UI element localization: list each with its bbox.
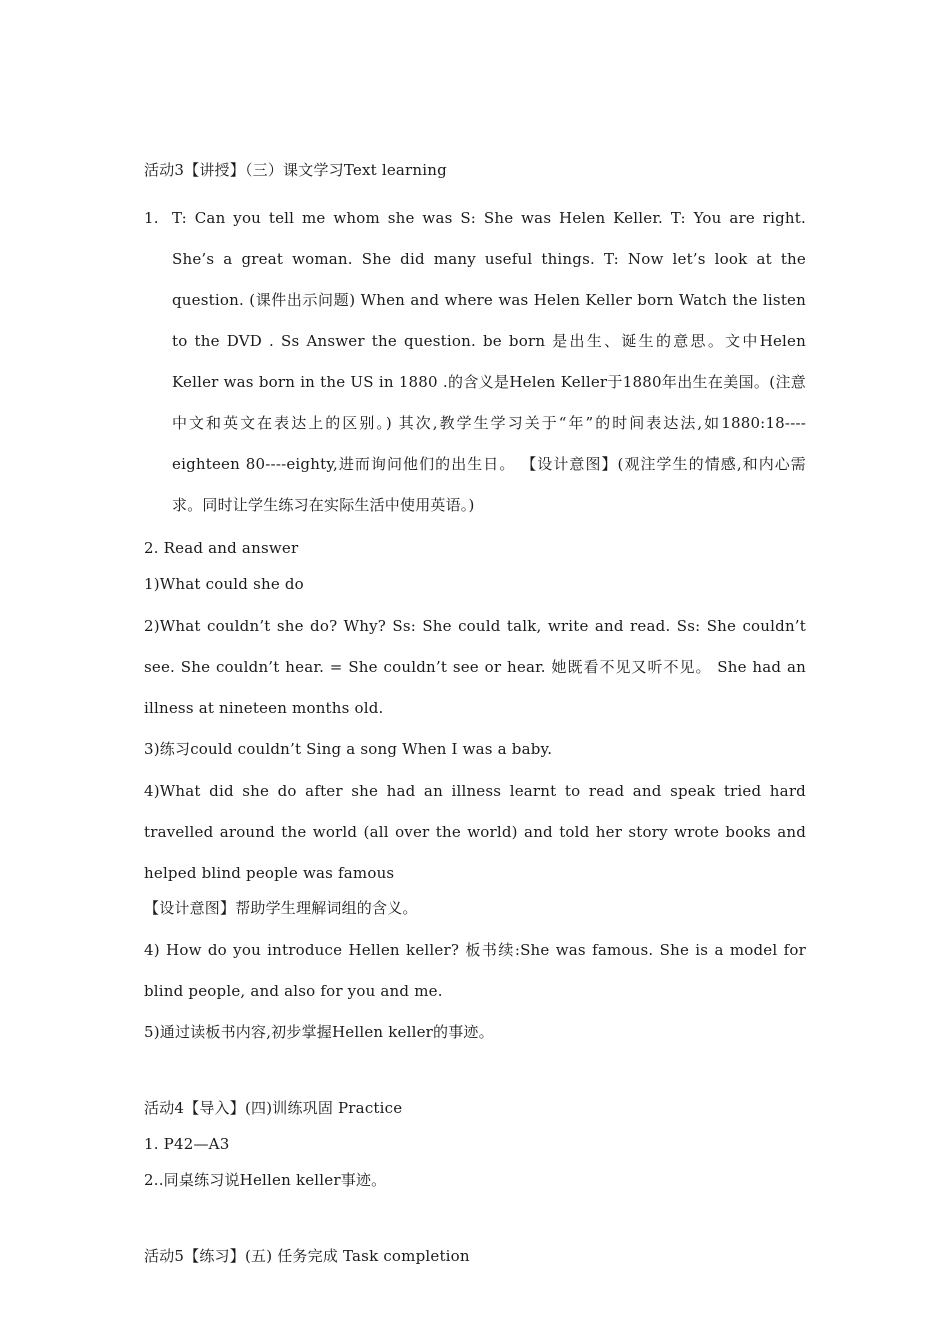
activity4-item-2: 2..同桌练习说Hellen keller事迹。 bbox=[144, 1171, 387, 1189]
activity4-heading: 活动4【导入】(四)训练巩固 Practice bbox=[144, 1099, 403, 1117]
design-intent-line: 【设计意图】帮助学生理解词组的含义。 bbox=[144, 899, 418, 917]
question-4: 4)What did she do after she had an illness learnt to read and speak tried hard travelled around the world (all over the world) and told her story wrote books and helped blind people was famous bbox=[144, 782, 806, 882]
question-5: 5)通过读板书内容,初步掌握Hellen keller的事迹。 bbox=[144, 1023, 494, 1041]
activity4-item-1: 1. P42—A3 bbox=[144, 1135, 230, 1153]
read-and-answer-line: 2. Read and answer bbox=[144, 539, 299, 557]
question-4b: 4) How do you introduce Hellen keller? 板书续:She was famous. She is a model for blind people, and also for you and me. bbox=[144, 941, 806, 1000]
question-2: 2)What couldn’t she do? Why? Ss: She could talk, write and read. Ss: She couldn’t see. She couldn’t hear. = She couldn’t see or hear. 她既看不见又听不见。 She had an illness at nineteen months old. bbox=[144, 617, 806, 717]
numbered-item-1 bbox=[144, 198, 806, 526]
section-spacer bbox=[144, 1054, 806, 1094]
item-1-text: T: Can you tell me whom she was S: She was Helen Keller. T: You are right. She’s a great woman. She did many useful things. T: Now let’s look at the question. (课件出示问题) When and where was Helen Keller born Watch the listen to the DVD . Ss Answer the question. be born 是出生、诞生的意思。文中Helen Keller was born in the US in 1880 .的含义是Helen Keller于1880年出生在美国。(注意中文和英文在表达上的区别。) 其次,教学生学习关于“年”的时间表达法,如1880:18----eighteen 80----eighty,进而询问他们的出生日。 【设计意图】(观注学生的情感,和内心需求。同时让学生练习在实际生活中使用英语。) bbox=[172, 209, 806, 514]
document-page bbox=[144, 156, 806, 1278]
section-spacer bbox=[144, 1202, 806, 1242]
question-3: 3)练习could couldn’t Sing a song When I was a baby. bbox=[144, 740, 553, 758]
activity5-heading: 活动5【练习】(五) 任务完成 Task completion bbox=[144, 1247, 470, 1265]
item-number: 1. bbox=[144, 209, 159, 227]
activity3-heading: 活动3【讲授】（三）课文学习Text learning bbox=[144, 161, 447, 179]
question-1: 1)What could she do bbox=[144, 575, 304, 593]
